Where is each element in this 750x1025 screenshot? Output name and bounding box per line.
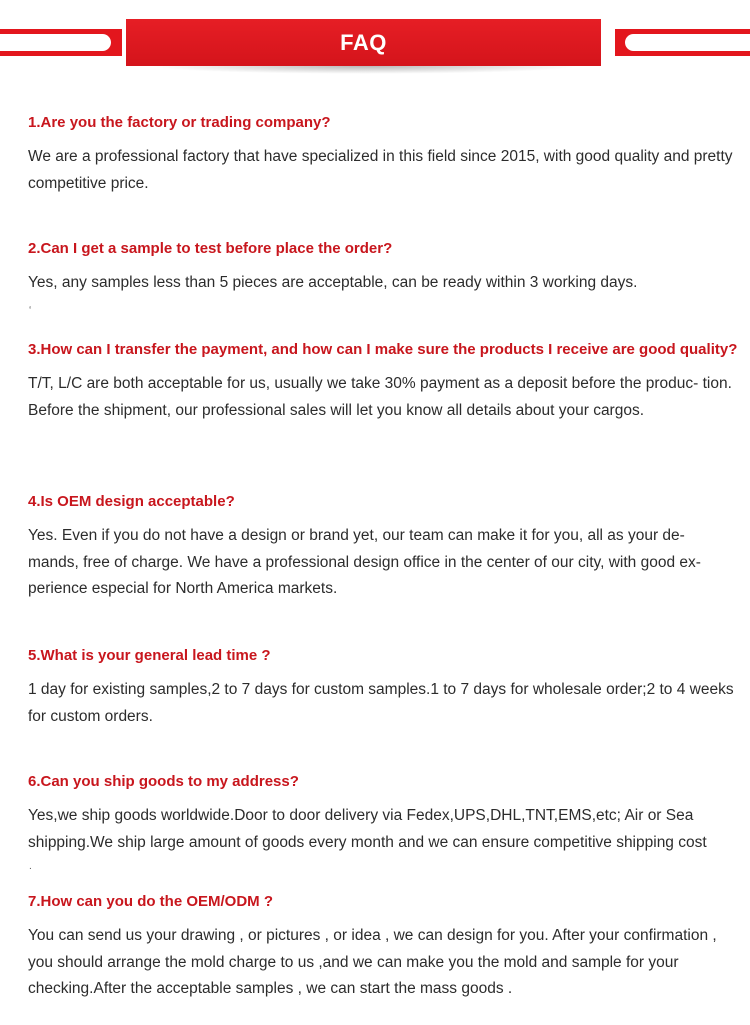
faq-question: 5.What is your general lead time ? [28, 647, 271, 664]
banner-left-decoration [0, 29, 122, 56]
faq-answer: Yes,we ship goods worldwide.Door to door delivery via Fedex,UPS,DHL,TNT,EMS,etc; Air or Sea shipping.We ship large amount of goods every month and we can ensure competitive shipping cost [28, 807, 707, 851]
page-title: FAQ [340, 29, 387, 55]
faq-question: 2.Can I get a sample to test before place the order? [28, 240, 393, 257]
faq-item-7 [28, 889, 738, 1003]
faq-item-4 [28, 489, 738, 603]
faq-item-3 [28, 337, 738, 424]
faq-answer: Yes, any samples less than 5 pieces are acceptable, can be ready within 3 working days. [28, 274, 638, 291]
banner-right-decoration [615, 29, 750, 56]
faq-question: 3.How can I transfer the payment, and how can I make sure the products I receive are good quality? [28, 341, 738, 358]
banner-title-box [126, 19, 601, 66]
stray-mark: ‘ [29, 305, 32, 316]
faq-question: 6.Can you ship goods to my address? [28, 773, 299, 790]
banner-shadow [150, 66, 580, 74]
faq-answer: T/T, L/C are both acceptable for us, usually we take 30% payment as a deposit before the produc- tion. Before the shipment, our professional sales will let you know all details about your cargos. [28, 375, 732, 419]
faq-item-1 [28, 110, 738, 197]
faq-answer: 1 day for existing samples,2 to 7 days for custom samples.1 to 7 days for wholesale order;2 to 4 weeks for custom orders. [28, 681, 734, 725]
faq-item-2 [28, 236, 738, 297]
faq-question: 4.Is OEM design acceptable? [28, 493, 235, 510]
faq-answer: We are a professional factory that have specialized in this field since 2015, with good quality and pretty competitive price. [28, 148, 733, 192]
faq-answer: Yes. Even if you do not have a design or brand yet, our team can make it for you, all as your de- mands, free of charge. We have a professional design office in the center of our city, with good ex- perience especial for North America markets. [28, 527, 701, 597]
faq-item-5 [28, 643, 738, 730]
faq-item-6 [28, 769, 738, 856]
faq-answer: You can send us your drawing , or pictures , or idea , we can design for you. After your confirmation , you should arrange the mold charge to us ,and we can make you the mold and sample for your checking.After the acceptable samples , we can start the mass goods . [28, 927, 717, 997]
faq-banner [0, 0, 750, 80]
stray-mark: . [29, 861, 32, 872]
faq-question: 1.Are you the factory or trading company? [28, 114, 331, 131]
faq-question: 7.How can you do the OEM/ODM ? [28, 893, 274, 910]
